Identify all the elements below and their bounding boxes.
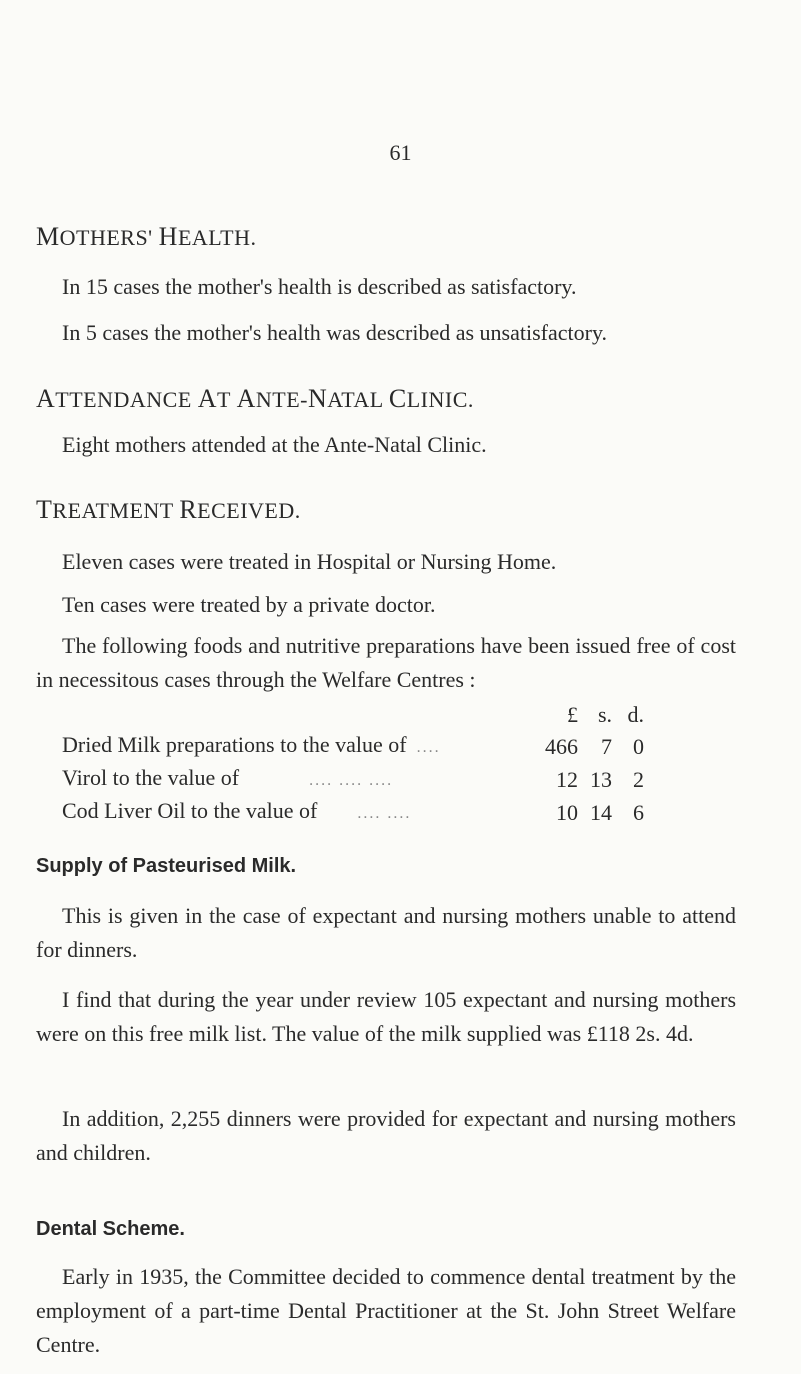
costs-header-row xyxy=(62,704,644,734)
pasteurised-milk-para-2: I find that during the year under review 105 expectant and nursing mothers were on this free milk list. The value of the milk supplied was £118 2s. 4d. xyxy=(36,987,736,1046)
mothers-health-line-2: In 5 cases the mother's health was described as unsatisfactory. xyxy=(62,320,608,345)
dental-scheme-para-1: Early in 1935, the Committee decided to commence dental treatment by the employment of a part-time Dental Practitioner at the St. John Street Welfare Centre. xyxy=(36,1264,736,1357)
costs-item: Cod Liver Oil to the value of xyxy=(62,798,318,823)
costs-row xyxy=(62,767,644,800)
costs-pounds: 12 xyxy=(556,766,578,792)
costs-pence: 6 xyxy=(633,799,644,825)
dental-scheme-heading: Dental Scheme. xyxy=(36,1218,185,1240)
costs-pence: 0 xyxy=(633,733,644,759)
leader-dots: .... .... .... xyxy=(309,772,394,789)
costs-shillings: 13 xyxy=(590,766,612,792)
treatment-line-3: The following foods and nutritive preparations have been issued free of cost in necessitous cases through the Welfare Centres : xyxy=(36,633,736,692)
treatment-line-1: Eleven cases were treated in Hospital or Nursing Home. xyxy=(62,549,557,574)
costs-row xyxy=(62,734,644,767)
treatment-line-2: Ten cases were treated by a private doctor. xyxy=(62,592,436,617)
costs-shillings: 14 xyxy=(590,799,612,825)
costs-pounds: 466 xyxy=(545,733,578,759)
costs-item: Virol to the value of xyxy=(62,765,240,790)
mothers-health-line-1: In 15 cases the mother's health is described as satisfactory. xyxy=(62,274,577,299)
pasteurised-milk-heading: Supply of Pasteurised Milk. xyxy=(36,855,297,877)
attendance-heading: ATTENDANCE AT ANTE-NATAL CLINIC. xyxy=(36,384,474,413)
leader-dots: .... .... xyxy=(357,805,412,822)
costs-shillings: 7 xyxy=(601,733,612,759)
shillings-header: s. xyxy=(597,702,612,727)
page-number: 61 xyxy=(389,140,412,165)
mothers-health-heading: MOTHERS' HEALTH. xyxy=(36,222,257,251)
pasteurised-milk-para-1: This is given in the case of expectant and nursing mothers unable to attend for dinners. xyxy=(36,903,736,962)
costs-row xyxy=(62,800,644,833)
pence-header: d. xyxy=(627,702,644,727)
costs-pounds: 10 xyxy=(556,799,578,825)
leader-dots: .... xyxy=(416,739,441,756)
treatment-heading: TREATMENT RECEIVED. xyxy=(36,495,301,524)
attendance-line-1: Eight mothers attended at the Ante-Natal Clinic. xyxy=(62,432,487,457)
costs-table xyxy=(62,704,644,833)
costs-item: Dried Milk preparations to the value of xyxy=(62,732,407,757)
pounds-header: £ xyxy=(567,702,578,727)
costs-pence: 2 xyxy=(633,766,644,792)
pasteurised-milk-para-3: In addition, 2,255 dinners were provided for expectant and nursing mothers and children. xyxy=(36,1106,736,1165)
